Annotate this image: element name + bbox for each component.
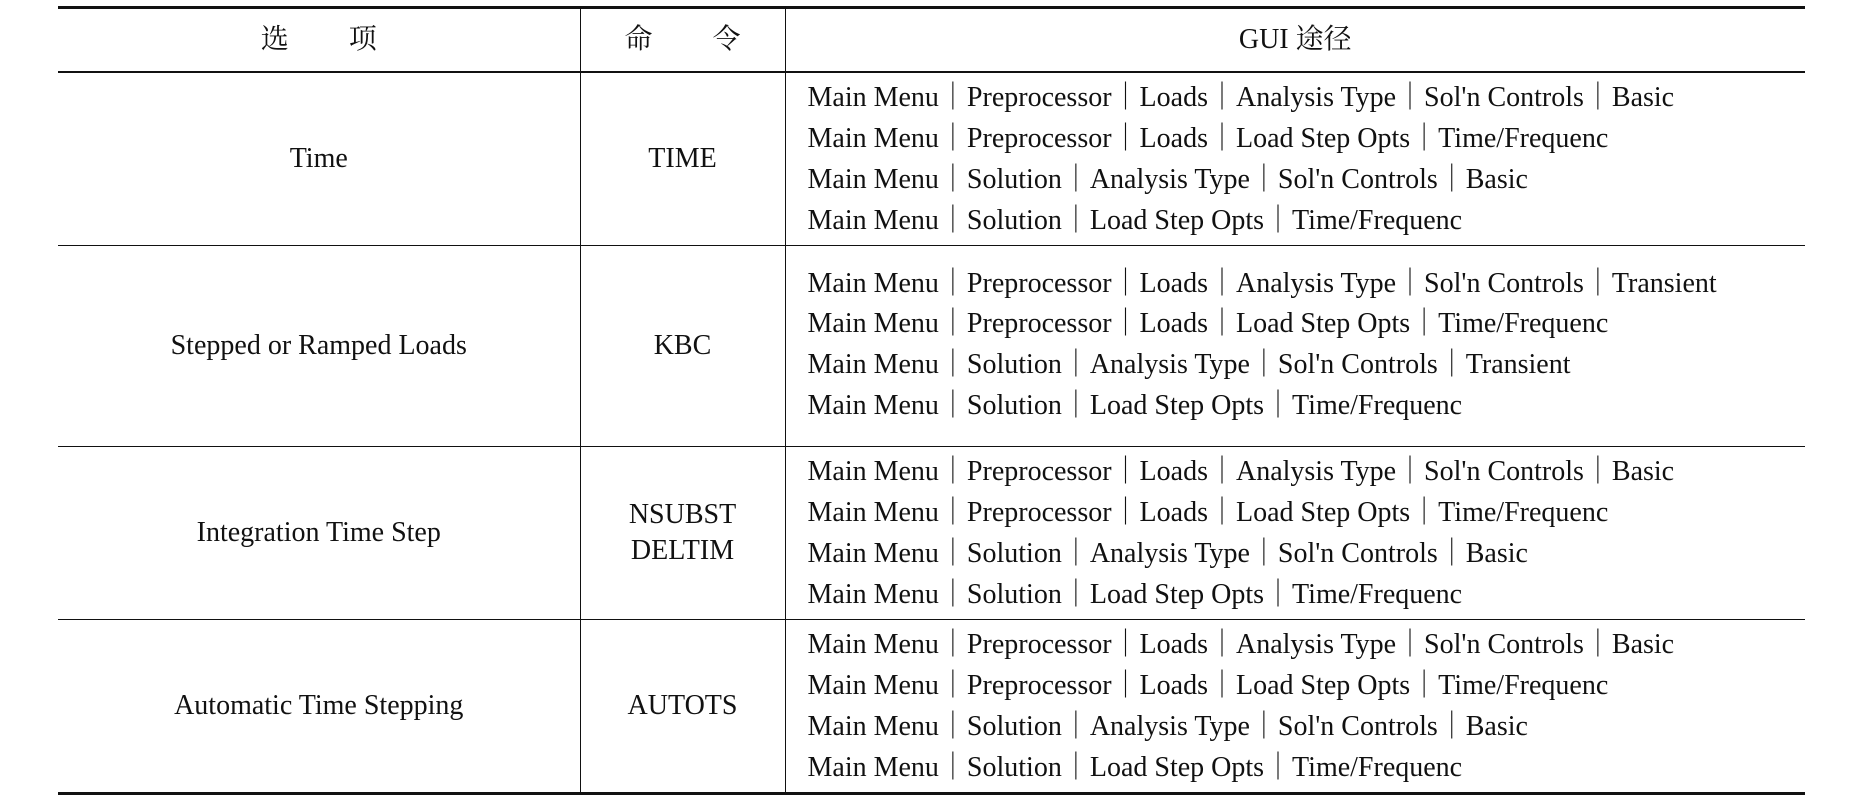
load-step-options-table xyxy=(58,6,1805,795)
header-command-char-2: 令 xyxy=(712,23,741,55)
gui-path-line: Main Menu｜Solution｜Load Step Opts｜Time/Frequenc xyxy=(807,578,1463,610)
gui-path-line: Main Menu｜Preprocessor｜Loads｜Load Step Opts｜Time/Frequenc xyxy=(807,669,1609,701)
gui-path-line: Main Menu｜Solution｜Analysis Type｜Sol'n Controls｜Basic xyxy=(807,710,1528,742)
gui-path-line: Main Menu｜Preprocessor｜Loads｜Load Step Opts｜Time/Frequenc xyxy=(807,496,1609,528)
gui-path-line: Main Menu｜Preprocessor｜Loads｜Analysis Type｜Sol'n Controls｜Transient xyxy=(807,268,1717,299)
gui-path-line: Main Menu｜Solution｜Analysis Type｜Sol'n Controls｜Transient xyxy=(807,349,1571,380)
table-header-row xyxy=(58,8,1805,72)
gui-path-cell xyxy=(785,72,1805,246)
option-cell: Time xyxy=(58,72,580,246)
command-cell xyxy=(580,619,785,793)
command-cell xyxy=(580,245,785,446)
option-cell: Automatic Time Stepping xyxy=(58,619,580,793)
gui-path-line: Main Menu｜Preprocessor｜Loads｜Analysis Type｜Sol'n Controls｜Basic xyxy=(807,81,1675,113)
gui-path-line: Main Menu｜Preprocessor｜Loads｜Analysis Type｜Sol'n Controls｜Basic xyxy=(807,628,1675,660)
table-row xyxy=(58,245,1805,446)
header-gui-path: GUI 途径 xyxy=(785,8,1805,72)
table-row xyxy=(58,72,1805,246)
gui-path-cell xyxy=(785,245,1805,446)
gui-path-line: Main Menu｜Preprocessor｜Loads｜Analysis Type｜Sol'n Controls｜Basic xyxy=(807,455,1675,487)
gui-path-line: Main Menu｜Solution｜Load Step Opts｜Time/Frequenc xyxy=(807,390,1463,421)
command-cell xyxy=(580,446,785,619)
command-name: NSUBST xyxy=(628,498,737,530)
header-option-char-2: 项 xyxy=(348,23,377,55)
gui-path-line: Main Menu｜Solution｜Load Step Opts｜Time/Frequenc xyxy=(807,751,1463,783)
gui-path-line: Main Menu｜Solution｜Load Step Opts｜Time/Frequenc xyxy=(807,204,1463,236)
command-name: DELTIM xyxy=(630,534,735,566)
gui-path-line: Main Menu｜Solution｜Analysis Type｜Sol'n Controls｜Basic xyxy=(807,537,1528,569)
gui-path-cell xyxy=(785,619,1805,793)
command-cell xyxy=(580,72,785,246)
options-table-container xyxy=(58,6,1805,795)
header-command xyxy=(580,8,785,72)
gui-path-cell xyxy=(785,446,1805,619)
command-name: KBC xyxy=(653,329,712,361)
table-row xyxy=(58,619,1805,793)
gui-path-line: Main Menu｜Solution｜Analysis Type｜Sol'n Controls｜Basic xyxy=(807,163,1528,195)
command-name: AUTOTS xyxy=(627,689,738,721)
option-cell: Integration Time Step xyxy=(58,446,580,619)
header-command-char-1: 命 xyxy=(624,23,653,55)
table-row xyxy=(58,446,1805,619)
gui-path-line: Main Menu｜Preprocessor｜Loads｜Load Step Opts｜Time/Frequenc xyxy=(807,308,1609,339)
option-cell: Stepped or Ramped Loads xyxy=(58,245,580,446)
command-name: TIME xyxy=(648,142,717,174)
header-option-char-1: 选 xyxy=(260,23,289,55)
gui-path-line: Main Menu｜Preprocessor｜Loads｜Load Step Opts｜Time/Frequenc xyxy=(807,122,1609,154)
header-option xyxy=(58,8,580,72)
